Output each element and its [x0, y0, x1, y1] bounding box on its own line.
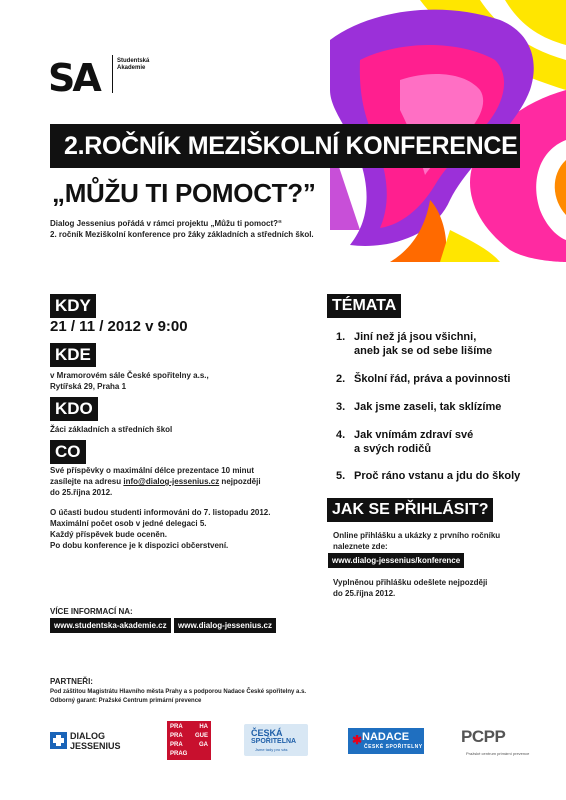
topic-3-num: 3. [336, 401, 346, 413]
praha-r1b: HA [199, 724, 208, 730]
nadace-mark-icon: ✱ [352, 733, 363, 747]
topic-4-num: 4. [336, 429, 346, 441]
logo-divider [112, 55, 113, 93]
temata-label: TÉMATA [327, 294, 401, 318]
topic-4 [336, 428, 473, 442]
email-link[interactable]: info@dialog-jessenius.cz [123, 477, 220, 486]
co-line-6: Každý příspěvek bude oceněn. [50, 530, 167, 539]
kde-label: KDE [50, 343, 96, 367]
co-line-4: O účasti budou studenti informováni do 7. listopadu 2012. [50, 508, 271, 517]
co-line-2 [50, 476, 261, 487]
logo-line-1: Studentská [117, 58, 150, 64]
intro-line-1: Dialog Jessenius pořádá v rámci projektu „Můžu ti pomoct?“ [50, 219, 283, 228]
praha-r4a: PRAG [170, 751, 188, 757]
topic-5-line-1: Proč ráno vstanu a jdu do školy [354, 470, 521, 482]
ceska-logo-line-2: SPOŘITELNA [251, 738, 297, 745]
co-line-1: Své příspěvky o maximální délce prezentace 10 minut [50, 466, 255, 475]
topic-3 [336, 400, 501, 414]
topic-4-line-1: Jak vnímám zdraví své [354, 429, 474, 441]
co-label: CO [50, 440, 86, 464]
praha-r3a: PRA [170, 742, 183, 748]
kde-line-2: Rytířská 29, Praha 1 [50, 382, 127, 391]
intro-line-2: 2. ročník Meziškolní konference pro žáky základních a středních škol. [50, 230, 314, 239]
nadace-logo-line-2: ČESKÉ SPOŘITELNY [364, 744, 423, 750]
studentska-akademie-logo: SA [48, 56, 99, 100]
page-title: 2.ROČNÍK MEZIŠKOLNÍ KONFERENCE [64, 132, 518, 160]
dialog-jessenius-logo [70, 731, 121, 751]
registration-link[interactable]: www.dialog-jessenius/konference [328, 553, 464, 568]
topic-2-line-1: Školní řád, práva a povinnosti [354, 373, 511, 385]
topic-2 [336, 372, 510, 386]
co-line-2-pre: zasílejte na adresu [50, 477, 124, 486]
slogan: „MŮŽU TI POMOCT?” [52, 178, 316, 208]
kdo-label: KDO [50, 397, 98, 421]
praha-r2a: PRA [170, 733, 183, 739]
registration-line-1: Online přihlášku a ukázky z prvního ročníku [333, 531, 501, 540]
dialog-jessenius-cross-icon [50, 732, 67, 749]
registration-line-3: Vyplněnou přihlášku odešlete nejpozději [333, 578, 488, 587]
topic-1-line-2: aneb jak se od sebe lišíme [354, 345, 493, 357]
registration-label: JAK SE PŘIHLÁSIT? [327, 498, 493, 522]
topic-4-line-2: a svých rodičů [354, 443, 432, 455]
topic-3-line-1: Jak jsme zaseli, tak sklízíme [354, 401, 502, 413]
kde-line-1: v Mramorovém sále České spořitelny a.s., [50, 371, 209, 380]
logo-line-2: Akademie [117, 65, 146, 71]
registration-line-4: do 25.října 2012. [333, 589, 396, 598]
ceska-logo-line-1: ČESKÁ [251, 728, 283, 738]
co-line-7: Po dobu konference je k dispozici občerstvení. [50, 541, 229, 550]
pcpp-logo: PCPP [461, 727, 506, 746]
kdy-label: KDY [50, 294, 96, 318]
studentska-akademie-link[interactable]: www.studentska-akademie.cz [50, 618, 171, 633]
co-line-2-post: nejpozději [219, 477, 261, 486]
topic-1-line-1: Jiní než já jsou všichni, [354, 331, 477, 343]
partners-heading: PARTNEŘI: [50, 677, 93, 686]
partners-line-1: Pod záštitou Magistrátu Hlavního města Prahy a s podporou Nadace České spořitelny a.s. [50, 689, 307, 695]
topic-5 [336, 469, 520, 483]
dialog-jessenius-link[interactable]: www.dialog-jessenius.cz [174, 618, 276, 633]
co-line-3: do 25.října 2012. [50, 488, 113, 497]
dialog-logo-line-1: DIALOG [70, 731, 105, 741]
registration-line-2: naleznete zde: [333, 542, 388, 551]
kdo-line-1: Žáci základních a středních škol [50, 425, 173, 434]
praha-logo [167, 721, 211, 760]
co-line-5: Maximální počet osob v jedné delegaci 5. [50, 519, 207, 528]
more-info-heading: VÍCE INFORMACÍ NA: [50, 607, 133, 616]
dialog-logo-line-2: JESSENIUS [70, 741, 121, 751]
event-date: 21 / 11 / 2012 v 9:00 [50, 318, 188, 335]
logo-text [117, 58, 149, 72]
intro-text [50, 218, 314, 240]
praha-r2b: GUE [194, 733, 208, 739]
topic-1 [336, 330, 476, 344]
praha-r1a: PRA [170, 724, 183, 730]
praha-r3b: GA [199, 742, 208, 748]
pcpp-logo-subtitle: Pražské centrum primární prevence [466, 751, 530, 756]
partners-line-2: Odborný garant: Pražské Centrum primární prevence [50, 698, 202, 704]
topic-2-num: 2. [336, 373, 346, 385]
topic-1-num: 1. [336, 331, 346, 343]
nadace-logo-line-1: NADACE [362, 731, 410, 743]
ceska-logo-line-3: Jsme tady pro vás [255, 747, 288, 752]
topic-5-num: 5. [336, 470, 346, 482]
